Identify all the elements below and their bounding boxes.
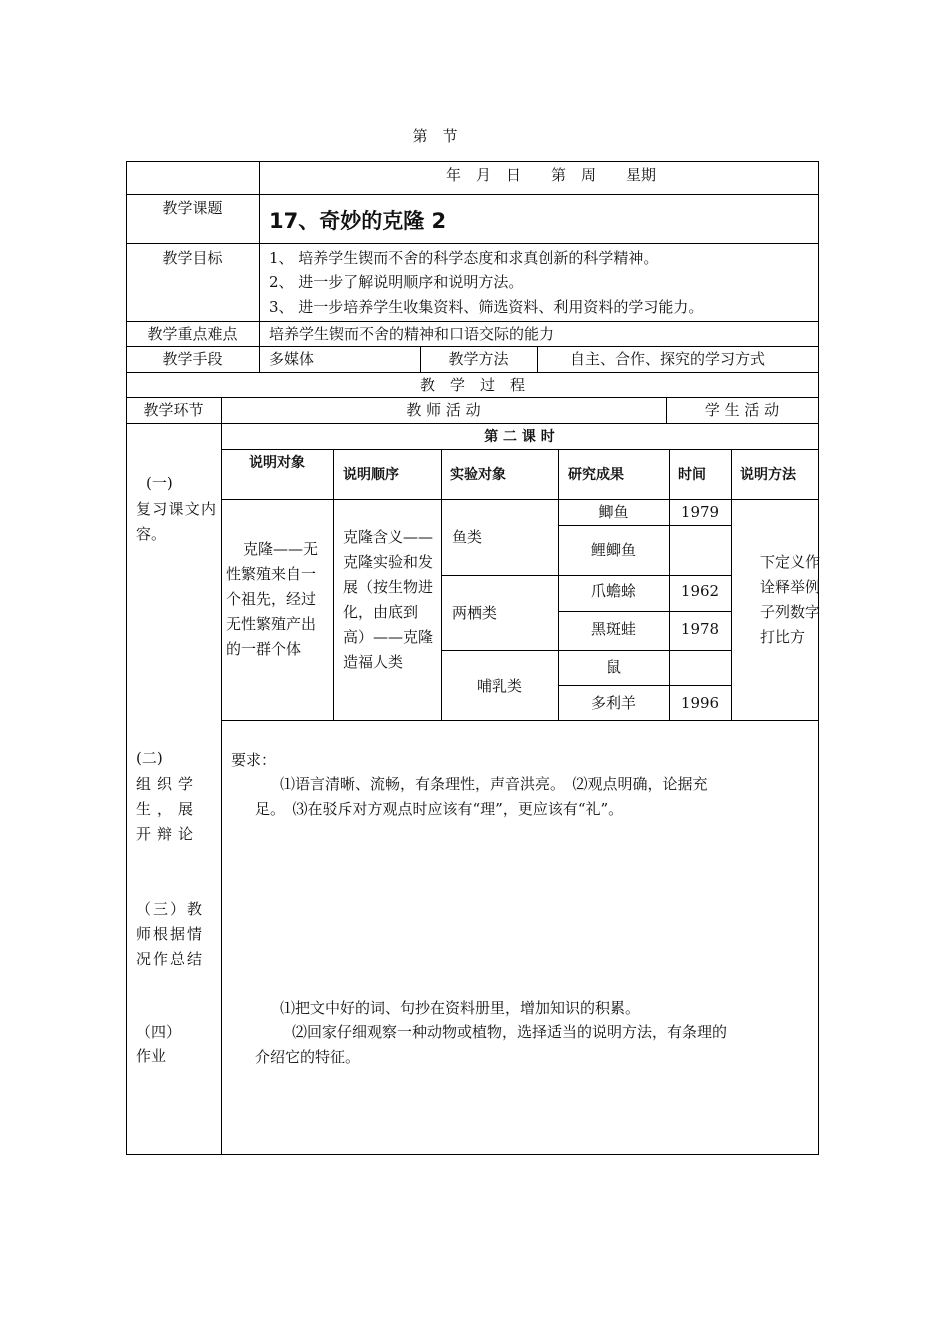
teacher-column-header: 教 师 活 动 (406, 401, 481, 419)
result-name: 鲤鲫鱼 (590, 541, 636, 559)
result-name: 黑斑蛙 (590, 620, 636, 638)
homework-line-1: ⑴把文中好的词、句抄在资料册里，增加知识的积累。 (280, 999, 641, 1017)
topic-title: 17、奇妙的克隆 2 (269, 209, 447, 233)
header-time: 时间 (678, 467, 706, 483)
result-year: 1962 (680, 582, 720, 600)
group-amphibians: 两栖类 (452, 604, 498, 622)
goal-item-3: 3、 进一步培养学生收集资料、筛选资料、利用资料的学习能力。 (269, 298, 704, 316)
explanation-methods: 下定义作诠释举例子列数字打比方 (760, 553, 821, 646)
stage-2-text: 组织学生，展开辩论 (136, 775, 200, 843)
result-year: 1996 (680, 694, 720, 712)
stage-1-number: (一) (146, 474, 173, 492)
topic-label: 教学课题 (162, 199, 223, 217)
stage-1-text: 复习课文内容。 (136, 500, 216, 543)
means-label: 教学手段 (162, 350, 223, 368)
lesson-title: 第 二 课 时 (484, 429, 555, 445)
requirements-line-2: 足。 ⑶在驳斥对方观点时应该有“理”，更应该有“礼”。 (255, 800, 624, 818)
header-method: 说明方法 (740, 467, 796, 483)
header-object: 说明对象 (249, 455, 305, 471)
clone-definition: 克隆——无性繁殖来自一个祖先，经过无性繁殖产出的一群个体 (226, 540, 319, 658)
stage-column-header: 教学环节 (143, 401, 204, 419)
result-year: 1979 (680, 503, 720, 521)
header-result: 研究成果 (568, 467, 624, 483)
explanation-order: 克隆含义——克隆实验和发展（按生物进化，由底到高）——克隆造福人类 (343, 528, 434, 671)
stage-4-number: （四） (136, 1023, 182, 1041)
method-value: 自主、合作、探究的学习方式 (570, 350, 766, 368)
key-points-value: 培养学生锲而不舍的精神和口语交际的能力 (269, 325, 555, 343)
stage-2-number: (二) (136, 749, 163, 767)
process-title: 教 学 过 程 (419, 376, 525, 394)
requirements-title: 要求： (231, 751, 277, 769)
result-name: 多利羊 (590, 694, 636, 712)
means-value: 多媒体 (269, 350, 315, 368)
homework-line-3: 介绍它的特征。 (255, 1048, 361, 1066)
student-column-header: 学 生 活 动 (704, 401, 780, 419)
result-name: 鲫鱼 (598, 503, 629, 521)
requirements-line-1: ⑴语言清晰、流畅，有条理性，声音洪亮。 ⑵观点明确，论据充 (280, 775, 708, 793)
header-subject: 实验对象 (450, 467, 506, 483)
goals-label: 教学目标 (162, 249, 223, 267)
result-name: 鼠 (605, 658, 621, 676)
key-points-label: 教学重点难点 (147, 325, 238, 343)
group-mammals: 哺乳类 (476, 677, 522, 695)
group-fish: 鱼类 (452, 528, 483, 546)
header-order: 说明顺序 (343, 467, 399, 483)
date-week-line: 年 月 日 第 周 星期 (446, 166, 657, 184)
method-label: 教学方法 (448, 350, 509, 368)
stage-3-text: （三）教师根据情况作总结 (136, 900, 205, 968)
goal-item-1: 1、 培养学生锲而不舍的科学态度和求真创新的科学精神。 (269, 249, 659, 267)
homework-line-2: ⑵回家仔细观察一种动物或植物，选择适当的说明方法，有条理的 (292, 1023, 728, 1041)
page-header: 第 节 (412, 127, 458, 145)
stage-4-text: 作业 (136, 1047, 167, 1065)
result-year: 1978 (680, 620, 720, 638)
goal-item-2: 2、 进一步了解说明顺序和说明方法。 (269, 273, 524, 291)
result-name: 爪蟾蜍 (590, 582, 636, 600)
